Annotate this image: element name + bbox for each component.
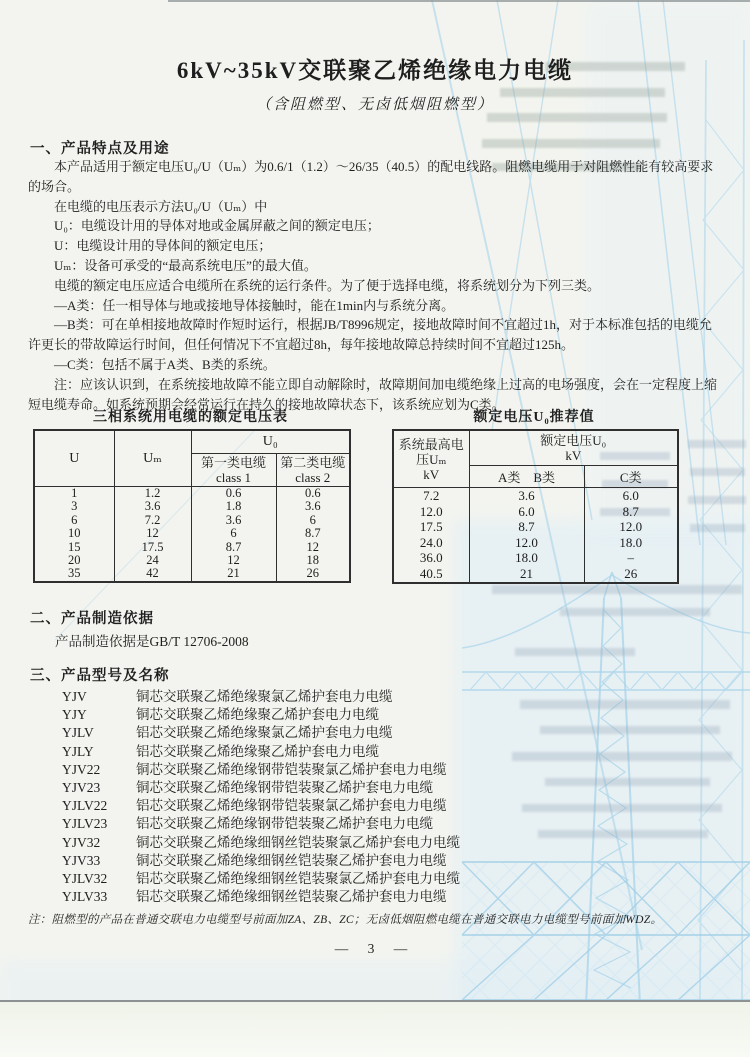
class2-en: class 2 (295, 470, 331, 485)
table-row (34, 500, 350, 513)
table-cell: 35 (34, 567, 114, 581)
model-code: YJV (62, 689, 87, 704)
model-row (30, 779, 724, 797)
model-name: 铜芯交联聚乙烯绝缘钢带铠装聚氯乙烯护套电力电缆 (136, 761, 447, 777)
section1-paragraphs (28, 157, 724, 414)
table-row (393, 550, 678, 566)
right-table-body (393, 488, 678, 583)
table-cell: 1.2 (114, 487, 191, 501)
table-cell: 6.0 (469, 504, 584, 520)
model-row (30, 815, 724, 833)
table-cell: 20 (34, 554, 114, 567)
paragraph: 电缆的额定电压应适合电缆所在系统的运行条件。为了便于选择电缆，将系统划分为下列三类。 (54, 277, 601, 293)
paragraph: Uₘ：设备可承受的“最高系统电压”的最大值。 (54, 257, 317, 273)
table-cell: 0.6 (276, 487, 350, 501)
model-code: YJV22 (62, 761, 101, 777)
model-row (30, 724, 724, 742)
section2-body: 产品制造依据是GB/T 12706-2008 (55, 634, 249, 649)
model-row (30, 834, 724, 852)
table-cell: 21 (469, 566, 584, 583)
three-phase-rated-voltage-table (33, 429, 351, 583)
table-cell: 12.0 (469, 535, 584, 551)
col-header-system-um (393, 430, 469, 488)
model-name: 铜芯交联聚乙烯绝缘细钢丝铠装聚氯乙烯护套电力电缆 (136, 834, 460, 850)
table-cell: 36.0 (393, 550, 469, 566)
table-cell: 8.7 (191, 541, 276, 554)
table-cell: 12 (191, 554, 276, 567)
table-row (34, 554, 350, 567)
col-header-class-c: C类 (584, 466, 678, 488)
paragraph: U：电缆设计用的导体间的额定电压； (54, 238, 272, 254)
class2-cn: 第二类电缆 (280, 455, 346, 470)
section2-heading: 二、产品制造依据 (30, 611, 154, 627)
table-row (393, 519, 678, 535)
table-cell: 17.5 (114, 541, 191, 554)
table-cell: 26 (276, 567, 350, 581)
model-name: 铝芯交联聚乙烯绝缘细钢丝铠装聚氯乙烯护套电力电缆 (136, 870, 460, 886)
model-code: YJLV (62, 725, 94, 741)
table-row (393, 504, 678, 520)
table-cell: 18.0 (584, 535, 678, 551)
table-cell: 24.0 (393, 535, 469, 551)
model-row (30, 743, 724, 761)
table-cell: 18.0 (469, 550, 584, 566)
model-code: YJV33 (62, 852, 101, 868)
next-page-strip (0, 1002, 750, 1057)
table-cell: 12 (114, 527, 191, 540)
table-row (34, 567, 350, 581)
section3-heading: 三、产品型号及名称 (30, 668, 170, 684)
paragraph: 在电缆的电压表示方法U₀/U（Uₘ）中 (54, 198, 268, 214)
scan-edge-top (168, 0, 750, 2)
model-list (30, 688, 724, 906)
right-table-title: 额定电压U₀推荐值 (473, 410, 595, 425)
model-row (30, 688, 724, 706)
col-header-u0: U₀ (191, 430, 350, 454)
col-header-class2 (276, 454, 350, 487)
model-name: 铜芯交联聚乙烯绝缘聚乙烯护套电力电缆 (136, 707, 379, 723)
paragraph: —A类：任一相导体与地或接地导体接触时，能在1min内与系统分离。 (54, 297, 455, 313)
system-um-unit: kV (423, 466, 440, 482)
model-name: 铝芯交联聚乙烯绝缘细钢丝铠装聚乙烯护套电力电缆 (136, 889, 447, 905)
model-name: 铝芯交联聚乙烯绝缘钢带铠装聚氯乙烯护套电力电缆 (136, 798, 447, 814)
model-code: YJLV32 (62, 870, 108, 886)
left-table-title: 三相系统用电缆的额定电压表 (93, 410, 288, 425)
paragraph: —C类：包括不属于A类、B类的系统。 (54, 356, 276, 372)
model-row (30, 852, 724, 870)
table-cell: 1.8 (191, 500, 276, 513)
col-header-class1 (191, 454, 276, 487)
model-code: YJY (62, 707, 87, 723)
model-name: 铜芯交联聚乙烯绝缘钢带铠装聚乙烯护套电力电缆 (136, 779, 433, 795)
table-cell: 40.5 (393, 566, 469, 583)
model-code: YJLY (62, 743, 94, 759)
table-cell: 6 (276, 514, 350, 527)
table-cell: 3.6 (114, 500, 191, 513)
table-row (393, 535, 678, 551)
table-cell: 12.0 (393, 504, 469, 520)
table-cell: 21 (191, 567, 276, 581)
table-cell: 3 (34, 500, 114, 513)
col-header-u: U (34, 430, 114, 487)
table-cell: 6.0 (584, 488, 678, 504)
paragraph: 注：应该认识到，在系统接地故障不能立即自动解除时，故障期间加电缆绝缘上过高的电场强度，会在一定程度上缩短电缆寿命。如系统预期会经常运行在持久的接地故障状态下，该系统应划为C类。 (28, 376, 718, 412)
table-cell: 8.7 (276, 527, 350, 540)
footnote: 注：阻燃型的产品在普通交联电力电缆型号前面加ZA、ZB、ZC；无卤低烟阻燃电缆在普通交联电力电缆型号前面加WDZ。 (28, 914, 663, 926)
model-name: 铜芯交联聚乙烯绝缘细钢丝铠装聚乙烯护套电力电缆 (136, 852, 447, 868)
rated-u0-unit: kV (565, 448, 582, 463)
model-code: YJLV22 (62, 798, 108, 814)
table-row (34, 487, 350, 501)
class1-en: class 1 (215, 470, 252, 485)
paragraph: 本产品适用于额定电压U₀/U（Uₘ）为0.6/1（1.2）～26/35（40.5）的配电线路。阻燃电缆用于对阻燃性能有较高要求的场合。 (28, 159, 714, 194)
table-cell: 18 (276, 554, 350, 567)
class1-cn: 第一类电缆 (200, 455, 266, 470)
model-name: 铜芯交联聚乙烯绝缘聚氯乙烯护套电力电缆 (136, 689, 393, 704)
table-cell: 7.2 (114, 514, 191, 527)
table-cell: 42 (114, 567, 191, 581)
table-cell: 3.6 (191, 514, 276, 527)
page-subtitle: （含阻燃型、无卤低烟阻燃型） (255, 97, 494, 113)
table-cell: 12 (276, 541, 350, 554)
table-cell: – (584, 550, 678, 566)
table-cell: 0.6 (191, 487, 276, 501)
system-um-cn: 系统最高电压Uₘ (398, 436, 464, 467)
table-cell: 17.5 (393, 519, 469, 535)
model-code: YJV23 (62, 779, 101, 795)
table-cell: 26 (584, 566, 678, 583)
rated-u0-cn: 额定电压U₀ (540, 433, 607, 448)
table-cell: 10 (34, 527, 114, 540)
model-row (30, 797, 724, 815)
table-cell: 3.6 (469, 488, 584, 504)
model-row (30, 761, 724, 779)
table-cell: 3.6 (276, 500, 350, 513)
page-number: — 3 — (334, 941, 410, 956)
model-code: YJV32 (62, 834, 101, 850)
col-header-class-ab: A类 B类 (469, 466, 584, 488)
model-code: YJLV33 (62, 889, 108, 905)
table-row (34, 541, 350, 554)
table-row (393, 566, 678, 583)
table-cell: 7.2 (393, 488, 469, 504)
table-row (393, 488, 678, 504)
col-header-rated-u0 (469, 430, 678, 466)
model-name: 铝芯交联聚乙烯绝缘钢带铠装聚乙烯护套电力电缆 (136, 816, 433, 832)
table-cell: 6 (191, 527, 276, 540)
model-row (30, 888, 724, 906)
paragraph: —B类：可在单相接地故障时作短时运行，根据JB/T8996规定，接地故障时间不宜超过1h，对于本标准包括的电缆允许更长的带故障运行时间，但任何情况下不宜超过8h，每年接地故障总持续时间不宜超过125h。 (28, 317, 712, 353)
table-row (34, 527, 350, 540)
table-cell: 8.7 (584, 504, 678, 520)
table-cell: 15 (34, 541, 114, 554)
model-name: 铝芯交联聚乙烯绝缘聚乙烯护套电力电缆 (136, 743, 379, 759)
table-cell: 24 (114, 554, 191, 567)
table-cell: 6 (34, 514, 114, 527)
table-cell: 1 (34, 487, 114, 501)
col-header-um: Uₘ (114, 430, 191, 487)
left-table-body (34, 487, 350, 582)
model-code: YJLV23 (62, 816, 108, 832)
model-row (30, 706, 724, 724)
table-cell: 8.7 (469, 519, 584, 535)
model-row (30, 870, 724, 888)
table-row (34, 514, 350, 527)
recommended-u0-table (392, 429, 679, 584)
section1-heading: 一、产品特点及用途 (30, 141, 170, 157)
page-title: 6kV~35kV交联聚乙烯绝缘电力电缆 (176, 58, 574, 83)
model-name: 铝芯交联聚乙烯绝缘聚氯乙烯护套电力电缆 (136, 725, 393, 741)
paragraph: U₀：电缆设计用的导体对地或金属屏蔽之间的额定电压； (54, 218, 380, 234)
table-cell: 12.0 (584, 519, 678, 535)
